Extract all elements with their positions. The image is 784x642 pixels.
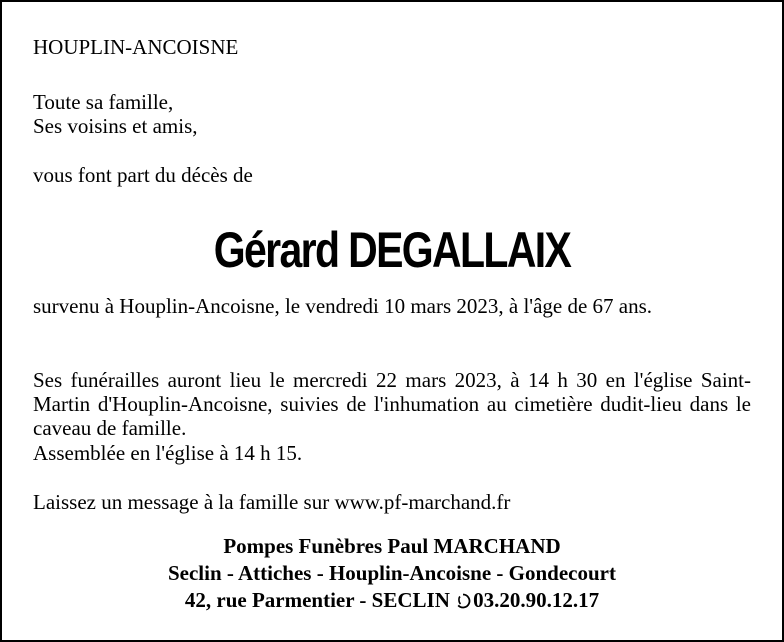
deceased-name: Gérard DEGALLAIX <box>213 222 571 278</box>
funeral-details: Ses funérailles auront lieu le mercredi 22 mars 2023, à 14 h 30 en l'église Saint-Martin d'Houplin-Ancoisne, suivies de l'inhumation au cimetière dudit-lieu dans le caveau de famille. <box>33 368 751 440</box>
family-line-2: Ses voisins et amis, <box>33 114 198 138</box>
funeral-company-phone: 03.20.90.12.17 <box>473 588 600 612</box>
assembly-text: Assemblée en l'église à 14 h 15. <box>33 441 303 465</box>
message-line: Laissez un message à la famille sur www.pf-marchand.fr <box>33 490 511 514</box>
funeral-company-name: Pompes Funèbres Paul MARCHAND <box>223 534 561 558</box>
funeral-company-address: 42, rue Parmentier - SECLIN <box>184 588 450 612</box>
family-line-1: Toute sa famille, <box>33 90 174 114</box>
phone-icon <box>455 588 471 604</box>
funeral-company-locations: Seclin - Attiches - Houplin-Ancoisne - Gondecourt <box>167 561 616 585</box>
announce-text: vous font part du décès de <box>33 163 253 187</box>
death-details: survenu à Houplin-Ancoisne, le vendredi 10 mars 2023, à l'âge de 67 ans. <box>33 294 653 318</box>
town-heading: HOUPLIN-ANCOISNE <box>33 35 239 59</box>
funeral-company-contact <box>2 586 782 614</box>
